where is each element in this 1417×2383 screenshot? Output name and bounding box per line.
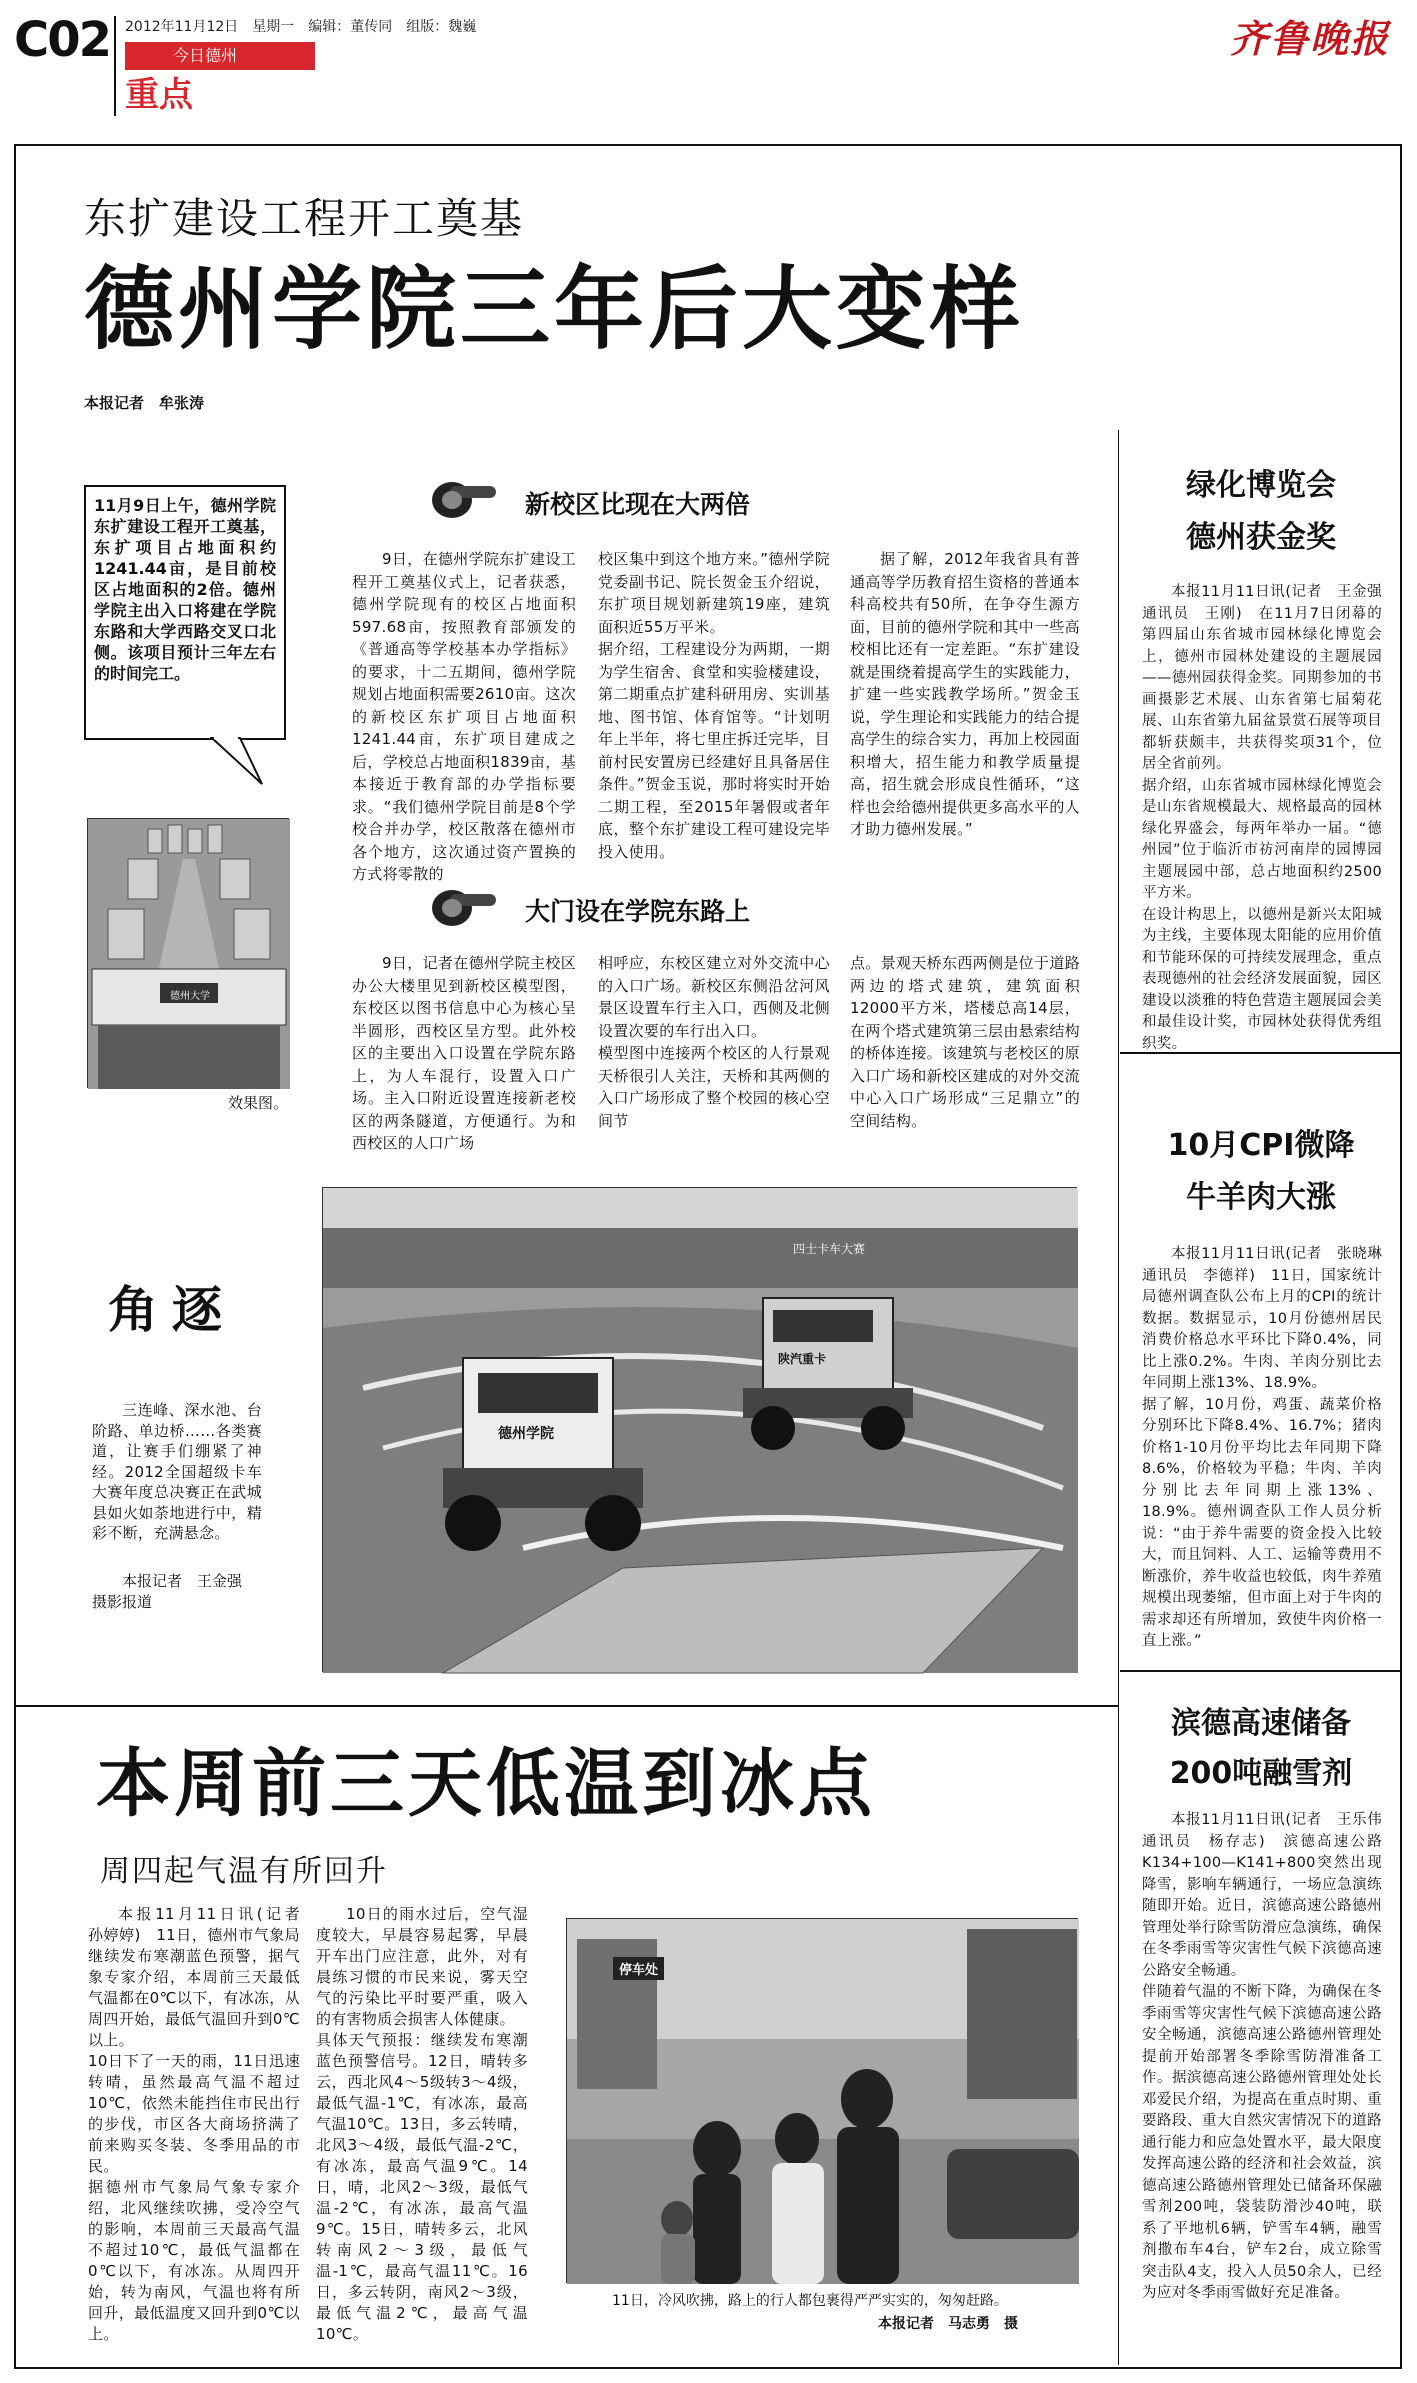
feature-title: 角逐 xyxy=(108,1281,236,1339)
sec1-col3: 据了解，2012年我省具有普通高等学历教育招生资格的普通本科高校共有50所，在争夺生源方面，目前的德州学院和其中一些高校相比还有一定差距。“东扩建设就是围绕着提高学生的实践能力，扩建一些实践教学场所。”贺金玉说，学生理论和实践能力的结合提高学生的综合实力，再加上校园面积增大，招生能力和教学质量提高，招生就会形成良性循环，“这样也会给德州提供更多高水平的人才助力德州发展。” xyxy=(850,550,1080,838)
sec2-col1: 9日，记者在德州学院主校区办公大楼里见到新校区模型图，东校区以图书信息中心为核心呈半圆形，西校区呈方型。此外校区的主要出入口设置在学院东路上，为人车混行，设置入口广场。主入口附近设置连接新老校区的两条隧道，方便通行。为和西校区的人口广场 xyxy=(352,954,576,1152)
sidebar-s3-title-1: 滨德高速储备 xyxy=(1171,1706,1351,1741)
lead-byline: 本报记者 牟张涛 xyxy=(84,394,205,412)
lead-headline: 德州学院三年后大变样 xyxy=(84,257,1024,362)
right-column-rule xyxy=(1118,430,1119,2365)
pedestrian-photo-credit: 本报记者 马志勇 摄 xyxy=(878,2316,1018,2332)
feature-credit: 本报记者 王金强 摄影报道 xyxy=(92,1572,258,1611)
sec1-col1: 9日，在德州学院东扩建设工程开工奠基仪式上，记者获悉，德州学院现有的校区占地面积597.68亩，按照教育部颁发的《普通高等学校基本办学指标》的要求，十二五期间，德州学院规划占地面积需要2610亩。这次的新校区东扩项目占地面积1241.44亩，东扩项目建成之后，学校总占地面积1839亩，基本接近于教育部的办学指标要求。“我们德州学院目前是8个学校合并办学，校区散落在德州市各个地方，这次通过资产置换的方式将零散的 xyxy=(352,550,576,883)
race-banner-text: 四士卡车大赛 xyxy=(793,1242,866,1256)
weather-headline: 本周前三天低温到冰点 xyxy=(96,1741,876,1827)
parking-sign: 停车处 xyxy=(613,1957,664,1980)
sec2-pointer-icon xyxy=(430,884,500,928)
pedestrian-photo xyxy=(566,1918,1078,2283)
truck-race-photo xyxy=(322,1187,1077,1672)
sidebar-s2-title-1: 10月CPI微降 xyxy=(1167,1128,1355,1163)
truck-door-text: 德州学院 xyxy=(498,1426,554,1442)
section-label: 重点 xyxy=(125,75,193,115)
masthead-divider xyxy=(114,16,116,116)
dateline: 2012年11月12日 星期一 编辑：董传同 组版：魏巍 xyxy=(125,19,477,35)
sec2-col2: 相呼应，东校区建立对外交流中心的入口广场。新校区东侧沿岔河风景区设置车行主入口，西侧及北侧设置次要的车行出入口。 模型图中连接两个校区的人行景观天桥很引人关注，天桥和其两侧的入口广场形成了整个校园的核心空间节 xyxy=(598,954,830,1130)
truck-race-illustration xyxy=(323,1188,1078,1673)
sec1-col2: 校区集中到这个地方来。”德州学院党委副书记、院长贺金玉介绍说，东扩项目规划新建筑19座，建筑面积近55万平米。 据介绍，工程建设分为两期，一期为学生宿舍、食堂和实验楼建设，第二期重点扩建科研用房、实训基地、图书馆、体育馆等。“计划明年上半年，将七里庄拆迁完毕，目前村民安置房已经建好且具备居住条件。”贺金玉说，那时将实时开始二期工程，至2015年暑假或者年底，整个东扩建设工程可建设完毕投入使用。 xyxy=(598,550,830,861)
sidebar-s3-title-2: 200吨融雪剂 xyxy=(1169,1756,1353,1791)
sidebar-rule-1 xyxy=(1120,1052,1402,1054)
feature-body: 三连峰、深水池、台阶路、单边桥……各类赛道，让赛手们绷紧了神经。2012全国超级卡车大赛年度总决赛正在武城县如火如荼地进行中，精彩不断，充满悬念。 xyxy=(92,1401,262,1542)
sec2-col3: 点。景观天桥东西两侧是位于道路两边的塔式建筑，建筑面积12000平方米，塔楼总高14层，在两个塔式建筑第三层由悬索结构的桥体连接。该建筑与老校区的原入口广场和新校区建成的对外交流中心入口广场形成“三足鼎立”的空间结构。 xyxy=(850,954,1080,1130)
feature-bottom-rule xyxy=(14,1705,1118,1707)
sidebar-s3-body: 本报11月11日讯(记者 王乐伟 通讯员 杨存志) 滨德高速公路K134+100—K141+800突然出现降雪，影响车辆通行，一场应急演练随即开始。近日，滨德高速公路德州管理处举行除雪防滑应急演练，确保在冬季雨雪等灾害性气候下滨德高速公路安全畅通。 伴随着气温的不断下降，为确保在冬季雨雪等灾害性气候下滨德高速公路安全畅通，滨德高速公路德州管理处提前开始部署冬季除雪防滑准备工作。据滨德高速公路德州管理处处长邓爱民介绍，为提高在重点时期、重要路段、重大自然灾害情况下的道路通行能力和应急处置水平，最大限度发挥高速公路的经济和社会效益，滨德高速公路德州管理处已储备环保融雪剂200吨，袋装防滑沙40吨，联系了平地机6辆，铲雪车4辆，融雪剂撒布车4台，铲车2台，成立除雪突击队4支，投入人员50余人，已经为应对冬季雨雪做好充足准备。 xyxy=(1142,1812,1382,2301)
lead-kicker: 东扩建设工程开工奠基 xyxy=(84,194,525,243)
sidebar-rule-2 xyxy=(1120,1670,1402,1672)
section-tab: 今日德州 xyxy=(125,42,315,70)
sidebar-s1-title-2: 德州获金奖 xyxy=(1186,520,1336,555)
sidebar xyxy=(1120,430,1402,2365)
campus-model-illustration xyxy=(88,819,290,1089)
pedestrian-photo-caption: 11日，冷风吹拂，路上的行人都包裹得严严实实的，匆匆赶路。 xyxy=(612,2293,1008,2309)
campus-rendering-photo xyxy=(87,818,289,1088)
sidebar-s2-body: 本报11月11日讯(记者 张晓琳 通讯员 李德祥) 11日，国家统计局德州调查队公布上月的CPI的统计数据。数据显示，10月份德州居民消费价格总水平环比下降0.4%，同比上涨0.2%。牛肉、羊肉分别比去年同期上涨13%、18.9%。 据了解，10月份，鸡蛋、蔬菜价格分别环比下降8.4%、16.7%；猪肉价格1-10月份平均比去年同期下降8.6%，价格较为平稳；牛肉、羊肉分别比去年同期上涨13%、18.9%。德州调查队工作人员分析说：“由于养牛需要的资金投入比较大，而且饲料、人工、运输等费用不断涨价，养牛收益也较低，肉牛养殖规模出现萎缩，但市面上对于牛肉的需求却还有所增加，致使牛肉价格一直上涨。” xyxy=(1142,1246,1382,1649)
callout-pointer xyxy=(210,738,270,788)
weather-col2: 10日的雨水过后，空气湿度较大，早晨容易起雾，早晨开车出门应注意，此外，对有晨练习惯的市民来说，雾天空气的污染比平时要严重，吸入的有害物质会损害人体健康。 具体天气预报：继续发布寒潮蓝色预警信号。12日，晴转多云，西北风4～5级转3～4级，最低气温-1℃，有冰冻，最高气温10℃。13日，多云转晴，北风3～4级，最低气温-2℃，有冰冻，最高气温9℃。14日，晴，北风2～3级，最低气温-2℃，有冰冻，最高气温9℃。15日，晴转多云，北风转南风2～3级，最低气温-1℃，最高气温11℃。16日，多云转阴，南风2～3级，最低气温2℃，最高气温10℃。 xyxy=(316,1905,528,2343)
sidebar-s1-title-1: 绿化博览会 xyxy=(1186,468,1336,503)
paper-name: 齐鲁晚报 xyxy=(1230,16,1391,61)
paper-logo xyxy=(1230,8,1400,62)
sidebar-s1-body: 本报11月11日讯(记者 王金强 通讯员 王刚) 在11月7日闭幕的第四届山东省城市园林绿化博览会上，德州市园林处建设的主题展园——德州园获得金奖。同期参加的书画摄影艺术展、山东省第七届菊花展、山东省第九届盆景赏石展等项目都斩获颇丰，共获得奖项31个，位居全省前列。 据介绍，山东省城市园林绿化博览会是山东省规模最大、规格最高的园林绿化界盛会，每两年举办一届。“德州园”位于临沂市祊河南岸的园博园主题展园中部，总占地面积约2500平方米。 在设计构思上，以德州是新兴太阳城为主线，主要体现太阳能的应用价值和节能环保的可持续发展理念，重点表现德州的社会经济发展面貌，园区建设以淡雅的特色营造主题展园会美和最佳设计奖，市园林处获得优秀组织奖。 xyxy=(1142,584,1382,1052)
page-number: C02 xyxy=(14,12,111,68)
summary-callout xyxy=(84,485,286,740)
campus-gate-sign: 德州大学 xyxy=(170,991,210,1002)
truck-side-text: 陕汽重卡 xyxy=(778,1352,827,1366)
weather-kicker: 周四起气温有所回升 xyxy=(100,1854,388,1889)
campus-photo-caption: 效果图。 xyxy=(228,1094,289,1112)
sec1-pointer-icon xyxy=(430,476,500,520)
summary-text: 11月9日上午，德州学院东扩建设工程开工奠基，东扩项目占地面积约1241.44亩，是目前校区占地面积的2倍。德州学院主出入口将建在学院东路和大学西路交叉口北侧。该项目预计三年左右的时间完工。 xyxy=(94,496,276,683)
sidebar-s2-title-2: 牛羊肉大涨 xyxy=(1186,1180,1336,1215)
sec1-title: 新校区比现在大两倍 xyxy=(525,490,751,519)
sec2-title: 大门设在学院东路上 xyxy=(525,897,751,926)
weather-col1: 本报11月11日讯(记者 孙婷婷) 11日，德州市气象局继续发布寒潮蓝色预警，据气象专家介绍，本周前三天最低气温都在0℃以下，有冰冻，从周四开始，最低气温回升到0℃以上。 10日下了一天的雨，11日迅速转晴，虽然最高气温不超过10℃，依然未能挡住市民出行的步伐，市区各大商场挤满了前来购买冬装、冬季用品的市民。 据德州市气象局气象专家介绍，北风继续吹拂，受冷空气的影响，本周前三天最高气温不超过10℃，最低气温都在0℃以下，有冰冻。从周四开始，转为南风，气温也将有所回升，最低温度又回升到0℃以上。 xyxy=(88,1905,300,2343)
